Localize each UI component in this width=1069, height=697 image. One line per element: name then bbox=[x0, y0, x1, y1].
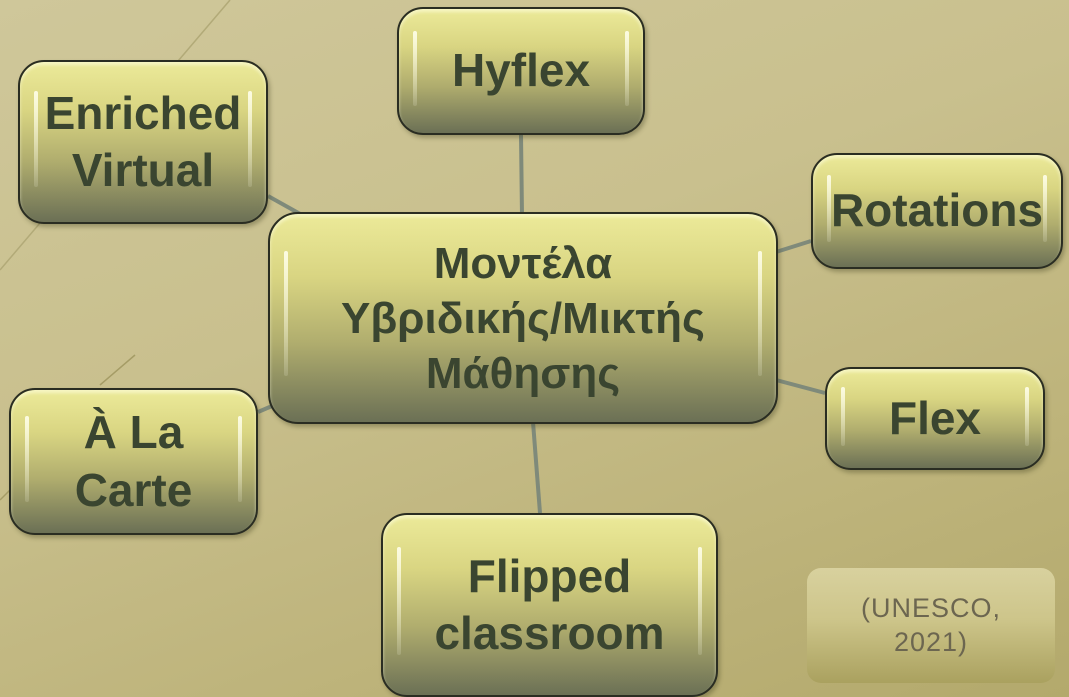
node-flex: Flex bbox=[825, 367, 1045, 470]
node-a-la-carte: À La Carte bbox=[9, 388, 258, 535]
connector-hyflex bbox=[521, 135, 522, 216]
decorative-curve bbox=[100, 355, 135, 385]
connector-rotations bbox=[776, 241, 811, 252]
node-hyflex: Hyflex bbox=[397, 7, 645, 135]
node-rotations: Rotations bbox=[811, 153, 1063, 269]
citation-label: (UNESCO, 2021) bbox=[807, 568, 1055, 683]
node-flipped-classroom: Flipped classroom bbox=[381, 513, 718, 697]
connector-flex bbox=[776, 380, 825, 393]
connector-flipped-classroom bbox=[533, 422, 540, 513]
node-enriched-virtual: Enriched Virtual bbox=[18, 60, 268, 224]
connector-a-la-carte bbox=[258, 406, 272, 412]
center-node: Μοντέλα Υβριδικής/Μικτής Μάθησης bbox=[268, 212, 778, 424]
